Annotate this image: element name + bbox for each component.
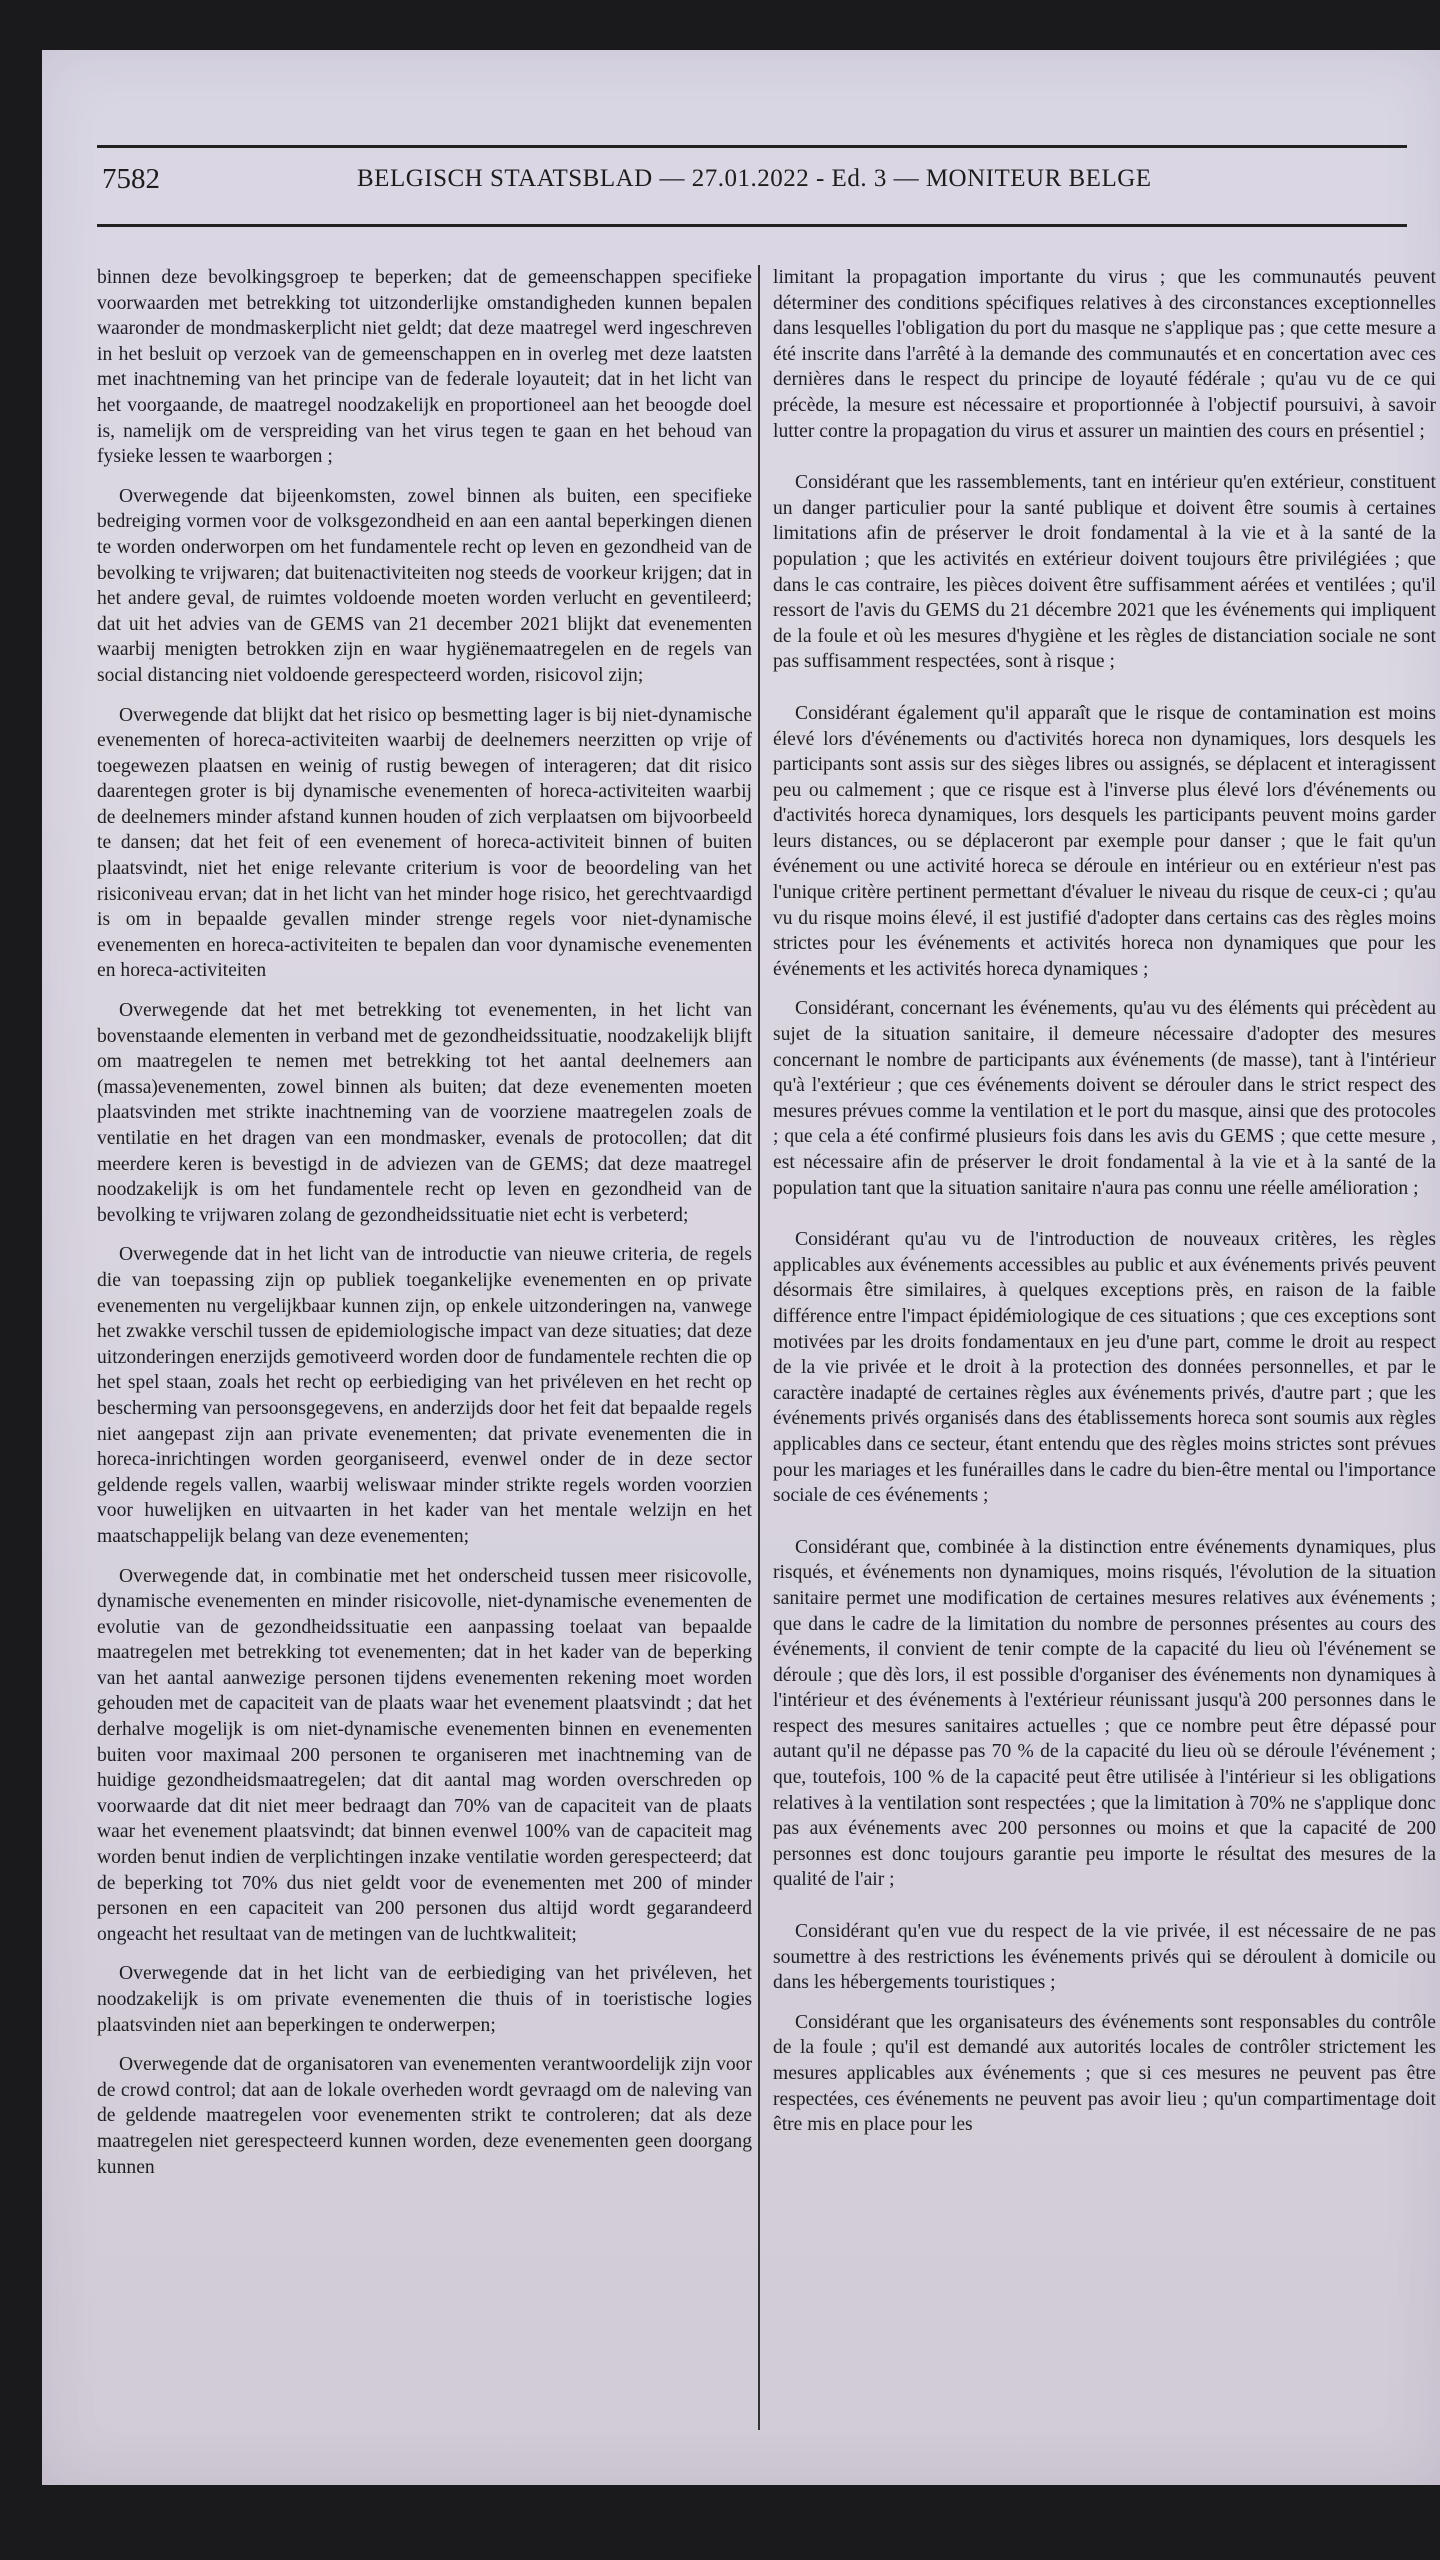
- paragraph: Overwegende dat bijeenkomsten, zowel binnen als buiten, een specifieke bedreiging vormen voor de volksgezondheid en aan een aantal beperkingen dienen te worden onderworpen om het fundamentele recht op leven en gezondheid van de bevolking te vrijwaren; dat buitenactiviteiten nog steeds de voorkeur krijgen; dat in het andere geval, de ruimtes voldoende moeten worden verlucht en geventileerd; dat uit het advies van de GEMS van 21 december 2021 blijkt dat evenementen waarbij menigten betrokken zijn en waar hygiënemaatregelen en de regels van social distancing niet voldoende gerespecteerd worden, risicovol zijn;: [97, 485, 752, 686]
- document-page: [42, 50, 1440, 2485]
- paragraph: limitant la propagation importante du virus ; que les communautés peuvent déterminer des conditions spécifiques relatives à des circonstances exceptionnelles dans lesquelles l'obligation du port du masque ne s'applique pas ; que cette mesure a été inscrite dans l'arrêté à la demande des communautés et en concertation avec ces dernières dans le respect du principe de loyauté fédérale ; qu'au vu de ce qui précède, la mesure est nécessaire et proportionnée à l'objectif poursuivi, à savoir lutter contre la propagation du virus et assurer un maintien des cours en présentiel ;: [773, 267, 1436, 442]
- page-header: [97, 145, 1407, 227]
- paragraph: Overwegende dat in het licht van de eerbiediging van het privéleven, het noodzakelijk is om private evenementen die thuis of in toeristische logies plaatsvinden niet aan beperkingen te onderwerpen;: [97, 1963, 752, 2036]
- dutch-column: [97, 265, 752, 2445]
- paragraph: Considérant que les organisateurs des événements sont responsables du contrôle de la foule ; qu'il est demandé aux autorités locales de contrôler strictement les mesures applicables aux événements ; que si ces mesures ne peuvent pas être respectées, ces événements ne peuvent pas avoir lieu ; qu'un compartimentage doit être mis en place pour les: [773, 2011, 1436, 2136]
- column-divider: [758, 265, 760, 2430]
- paragraph: Considérant également qu'il apparaît que le risque de contamination est moins élevé lors d'événements ou d'activités horeca non dynamiques, lors desquels les participants sont assis sur des sièges libres ou assignés, se déplacent et interagissent peu ou calmement ; que ce risque est à l'inverse plus élevé lors d'événements ou d'activités horeca dynamiques, lors desquels les participants peuvent moins garder leurs distances, ou se déplaceront par exemple pour danser ; que le fait qu'un événement ou une activité horeca se déroule en intérieur ou en extérieur n'est pas l'unique critère pertinent permettant d'évaluer le niveau du risque de ceux-ci ; qu'au vu du risque moins élevé, il est justifié d'adopter dans certains cas des règles moins strictes pour les événements et activités horeca non dynamiques que pour les événements et les activités horeca dynamiques ;: [773, 702, 1436, 980]
- page-number: 7582: [102, 163, 160, 195]
- paragraph: Considérant qu'au vu de l'introduction de nouveaux critères, les règles applicables aux événements accessibles au public et aux événements privés peuvent désormais être similaires, à quelques exceptions près, en raison de la faible différence entre l'impact épidémiologique de ces situations ; que ces exceptions sont motivées par les droits fondamentaux en jeu d'une part, comme le droit au respect de la vie privée et le droit à la protection des données personnelles, et par le caractère inadapté de certaines règles aux événements privés, d'autre part ; que les événements privés organisés dans des établissements horeca sont soumis aux règles applicables dans ce secteur, étant entendu que des règles moins strictes sont prévues pour les mariages et les funérailles dans le cadre du bien-être mental ou l'importance sociale de ces événements ;: [773, 1229, 1436, 1507]
- french-column: [773, 265, 1436, 2445]
- paragraph: Overwegende dat de organisatoren van evenementen verantwoordelijk zijn voor de crowd control; dat aan de lokale overheden wordt gevraagd om de naleving van de geldende maatregelen voor evenementen strikt te controleren; dat als deze maatregelen niet gerespecteerd kunnen worden, deze evenementen geen doorgang kunnen: [97, 2054, 752, 2178]
- paragraph: Considérant que les rassemblements, tant en intérieur qu'en extérieur, constituent un danger particulier pour la santé publique et doivent être soumis à certaines limitations afin de préserver le droit fondamental à la vie et à la santé de la population ; que les activités en extérieur doivent toujours être privilégiées ; que dans le cas contraire, les pièces doivent être suffisamment aérées et ventilées ; qu'il ressort de l'avis du GEMS du 21 décembre 2021 que les événements qui impliquent de la foule et où les mesures d'hygiène et les règles de distanciation sociale ne sont pas suffisamment respectées, sont à risque ;: [773, 472, 1436, 673]
- paragraph: Considérant qu'en vue du respect de la vie privée, il est nécessaire de ne pas soumettre à des restrictions les événements privés qui se déroulent à domicile ou dans les hébergements touristiques ;: [773, 1921, 1436, 1994]
- journal-title: BELGISCH STAATSBLAD — 27.01.2022 - Ed. 3 — MONITEUR BELGE: [357, 165, 1152, 192]
- paragraph: Overwegende dat, in combinatie met het onderscheid tussen meer risicovolle, dynamische evenementen en minder risicovolle, niet-dynamische evenementen de evolutie van de gezondheidssituatie een aanpassing toelaat van bepaalde maatregelen met betrekking tot evenementen; dat in het kader van de beperking van het aantal aanwezige personen tijdens evenementen rekening moet worden gehouden met de capaciteit van de plaats waar het evenement plaatsvindt ; dat het derhalve mogelijk is om niet-dynamische evenementen binnen en evenementen buiten voor maximaal 200 personen te organiseren met inachtneming van de huidige gezondheidsmaatregelen; dat dit aantal mag worden overschreden op voorwaarde dat dit niet meer bedraagt dan 70% van de capaciteit van de plaats waar het evenement plaatsvindt; dat binnen evenwel 100% van de capaciteit mag worden benut indien de verplichtingen inzake ventilatie worden gerespecteerd; dat de beperking tot 70% dus niet geldt voor de evenementen met 200 of minder personen en een capaciteit van 200 personen dus altijd wordt gegarandeerd ongeacht het resultaat van de metingen van de luchtkwaliteit;: [97, 1565, 752, 1945]
- paragraph: Overwegende dat in het licht van de introductie van nieuwe criteria, de regels die van toepassing zijn op publiek toegankelijke evenementen en op private evenementen nu vergelijkbaar kunnen zijn, op enkele uitzonderingen na, vanwege het zwakke verschil tussen de epidemiologische impact van deze situaties; dat deze uitzonderingen enerzijds gemotiveerd worden door de fundamentele rechten die op het spel staan, zoals het recht op eerbiediging van het privéleven en het recht op bescherming van persoonsgegevens, en anderzijds door het feit dat bepaalde regels niet aangepast zijn aan private evenementen; dat private evenementen die in horeca-inrichtingen worden georganiseerd, evenwel onder de in deze sector geldende regels vallen, waarbij weliswaar minder strikte regels worden voorzien voor huwelijken en uitvaarten in het kader van het mentale welzijn en het maatschappelijk belang van deze evenementen;: [97, 1244, 752, 1547]
- paragraph: Overwegende dat blijkt dat het risico op besmetting lager is bij niet-dynamische evenementen of horeca-activiteiten waarbij de deelnemers neerzitten op vrije of toegewezen plaatsen en weinig of rustig bewegen of interageren; dat dit risico daarentegen groter is bij dynamische evenementen of horeca-activiteiten waarbij de deelnemers minder afstand kunnen houden of zich verplaatsen om bijvoorbeeld te dansen; dat het feit of een evenement of horeca-activiteit binnen of buiten plaatsvindt, niet het enige relevante criterium is voor de beoordeling van het risiconiveau ervan; dat in het licht van het minder hoge risico, het gerechtvaardigd is om in bepaalde gevallen minder strenge regels voor niet-dynamische evenementen en horeca-activiteiten te bepalen dan voor dynamische evenementen en horeca-activiteiten: [97, 704, 752, 982]
- paragraph: binnen deze bevolkingsgroep te beperken; dat de gemeenschappen specifieke voorwaarden met betrekking tot uitzonderlijke omstandigheden kunnen bepalen waaronder de mondmaskerplicht niet geldt; dat deze maatregel werd ingeschreven in het besluit op verzoek van de gemeenschappen en in overleg met deze laatsten met inachtneming van het principe van de federale loyauteit; dat in het licht van het voorgaande, de maatregel noodzakelijk en proportioneel aan het beoogde doel is, namelijk om de verspreiding van het virus tegen te gaan en het behoud van fysieke lessen te waarborgen ;: [97, 267, 752, 468]
- paragraph: Considérant, concernant les événements, qu'au vu des éléments qui précèdent au sujet de la situation sanitaire, il demeure nécessaire d'adopter des mesures concernant le nombre de participants aux événements (de masse), tant à l'intérieur qu'à l'extérieur ; que ces événements doivent se dérouler dans le strict respect des mesures prévues comme la ventilation et le port du masque, ainsi que des protocoles ; que cela a été confirmé plusieurs fois dans les avis du GEMS ; que cette mesure , est nécessaire afin de préserver le droit fondamental à la vie et à la santé de la population tant que la situation sanitaire n'aura pas connu une réelle amélioration ;: [773, 998, 1436, 1199]
- paragraph: Considérant que, combinée à la distinction entre événements dynamiques, plus risqués, et événements non dynamiques, moins risqués, l'évolution de la situation sanitaire permet une modification de certaines mesures relatives aux événements ; que dans le cadre de la limitation du nombre de personnes présentes au cours des événements, il convient de tenir compte de la capacité du lieu où l'événement se déroule ; que dès lors, il est possible d'organiser des événements non dynamiques à l'intérieur et des événements à l'extérieur réunissant jusqu'à 200 personnes dans le respect des mesures sanitaires actuelles ; que ce nombre peut être dépassé pour autant qu'il ne dépasse pas 70 % de la capacité du lieu où se déroule l'événement ; que, toutefois, 100 % de la capacité peut être utilisée à l'intérieur si les obligations relatives à la ventilation sont respectées ; que la limitation à 70% ne s'applique donc pas aux événements avec 200 personnes ou moins et que la capacité de 200 personnes est donc toujours garantie peu importe le résultat des mesures de la qualité de l'air ;: [773, 1536, 1436, 1891]
- paragraph: Overwegende dat het met betrekking tot evenementen, in het licht van bovenstaande elementen in verband met de gezondheidssituatie, noodzakelijk blijft om maatregelen te nemen met betrekking tot het aantal deelnemers aan (massa)evenementen, zowel binnen als buiten; dat deze evenementen moeten plaatsvinden met strikte inachtneming van de voorziene maatregelen zoals de ventilatie en het dragen van een mondmasker, evenals de protocollen; dat dit meerdere keren is bevestigd in de adviezen van de GEMS; dat deze maatregel noodzakelijk is om het fundamentele recht op leven en gezondheid van de bevolking te vrijwaren zolang de gezondheidssituatie niet echt is verbeterd;: [97, 1000, 752, 1226]
